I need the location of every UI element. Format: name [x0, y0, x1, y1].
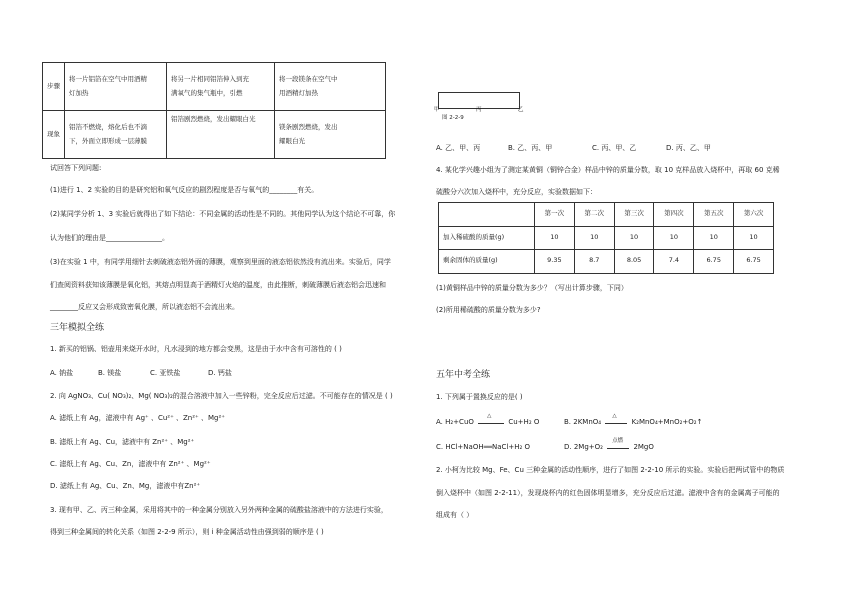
step-cell-2: 将另一片相同铝箔伸入到充 满氧气的集气瓶中，引燃 [167, 63, 275, 111]
calc-question-4-line-2: 硫酸分六次加入烧杯中，充分反应，实验数据如下： [436, 188, 597, 196]
zk-question-1: 1. 下列属于置换反应的是( ) [436, 393, 523, 401]
table-cell: 6.75 [734, 250, 774, 274]
conversion-figure [432, 86, 532, 122]
phenomenon-cell-3: 镁条剧烈燃烧，发出 耀眼白光 [275, 111, 386, 159]
row-label-steps: 步骤 [43, 63, 65, 111]
table-cell: 10 [535, 226, 575, 250]
section-title-three-year: 三年模拟全练 [50, 323, 105, 333]
table-cell: 10 [694, 226, 734, 250]
table-header-cell: 第三次 [614, 203, 654, 227]
experiment-table [42, 62, 386, 159]
mc-question-3-line-1: 3. 现有甲、乙、丙三种金属，采用将其中的一种金属分别放入另外两种金属的硫酸盐溶液中的方法进行实验， [50, 506, 388, 514]
mc-option: B. 滤纸上有 Ag、Cu，滤液中有 Zn²⁺ 、Mg²⁺ [50, 438, 195, 446]
table-cell: 10 [574, 226, 614, 250]
figure-caption: 图 2-2-9 [442, 115, 464, 121]
mc-option: D. 滤纸上有 Ag、Cu、Zn、Mg，滤液中有Zn²⁺ [50, 482, 201, 490]
table-header-row [439, 203, 774, 227]
section-title-five-year: 五年中考全练 [436, 370, 491, 380]
question-3-line-3: ________反应又会形成致密氧化膜，所以液态铝不会流出来。 [50, 303, 239, 311]
calc-question-4-part-1: (1)黄铜样品中锌的质量分数为多少？（写出计算步骤，下同） [436, 284, 628, 292]
table-cell: 7.4 [654, 250, 694, 274]
data-table [438, 202, 774, 274]
table-header-cell: 第一次 [535, 203, 575, 227]
table-cell: 8.7 [574, 250, 614, 274]
table-row [439, 226, 774, 250]
mc-option: A. 滤纸上有 Ag，滤液中有 Ag⁺ 、Cu²⁺ 、Zn²⁺ 、Mg²⁺ [50, 414, 225, 422]
question-2-line-1: (2)某同学分析 1、3 实验后就得出了如下结论：不同金属的活动性是不同的。其他同学认为这个结论不可靠，你 [50, 210, 396, 218]
mc-option: A. 钠盐 [50, 369, 74, 377]
mc-question-1: 1. 新买的铝锅、铝壶用来烧开水时，凡水浸到的地方都会变黑，这是由于水中含有可溶性的 ( ) [50, 345, 342, 353]
step-cell-1: 将一片铝箔在空气中用酒精 灯加热 [65, 63, 167, 111]
phenomenon-cell-2: 铝箔剧烈燃烧，发出耀眼白光 [167, 111, 275, 159]
question-3-line-2: 们查阅资料获知该薄膜是氧化铝，其熔点明显高于酒精灯火焰的温度，由此推断，刺破薄膜后液态铝会迅速和 [50, 281, 386, 289]
mc-option: B. 镁盐 [98, 369, 122, 377]
mc-question-2: 2. 向 AgNO₃、Cu( NO₃)₂、Mg( NO₃)₂的混合溶液中加入一些锌粉，完全反应后过滤。不可能存在的情况是 ( ) [50, 392, 393, 400]
step-cell-3: 将一段镁条在空气中 用酒精灯加热 [275, 63, 386, 111]
mc-option: C. 丙、甲、乙 [592, 144, 637, 152]
question-2-line-2: 认为他们的理由是________________。 [50, 234, 169, 242]
mc-option: C. 亚铁盐 [150, 369, 181, 377]
reaction-arrow: 点燃 [607, 445, 629, 449]
mc-option: B. 乙、丙、甲 [508, 144, 553, 152]
table-cell: 6.75 [694, 250, 734, 274]
table-cell: 10 [614, 226, 654, 250]
table-row [439, 250, 774, 274]
equation-option-d: D. 2Mg+O₂ 点燃 2MgO [564, 438, 654, 451]
mc-option: A. 乙、甲、丙 [436, 144, 481, 152]
zk-question-2-line-3: 组成有（ ） [436, 511, 474, 519]
mc-question-3-line-2: 得到三种金属间的转化关系（如图 2-2-9 所示），则 i 种金属活动性由强到弱的顺序是 ( ) [50, 528, 324, 536]
equation-option-a: A. H₂+CuO △ Cu+H₂ O [436, 413, 540, 426]
phenomenon-cell-1: 铝箔不燃烧，熔化后也不滴 下，外面立即形成一层薄膜 [65, 111, 167, 159]
table-cell: 10 [654, 226, 694, 250]
figure-label-jia: 甲 [434, 107, 440, 113]
table-header-cell: 第六次 [734, 203, 774, 227]
table-cell: 10 [734, 226, 774, 250]
mc-option: D. 丙、乙、甲 [666, 144, 711, 152]
table-header-cell: 第四次 [654, 203, 694, 227]
table-header-cell: 第五次 [694, 203, 734, 227]
equation-option-b: B. 2KMnO₄ △ K₂MnO₄+MnO₂+O₂↑ [564, 413, 703, 426]
zk-question-2-line-1: 2. 小柯为比较 Mg、Fe、Cu 三种金属的活动性顺序，进行了如图 2-2-10 所示的实验。实验后把两试管中的物质 [436, 466, 785, 474]
figure-label-yi: 乙 [518, 107, 524, 113]
calc-question-4-part-2: (2)所用稀硫酸的质量分数为多少? [436, 306, 541, 314]
question-3-line-1: (3)在实验 1 中，有同学用细针去刺破液态铝外面的薄膜，观察到里面的液态铝依然没有流出来。实验后，同学 [50, 258, 391, 266]
calc-question-4-line-1: 4. 某化学兴趣小组为了测定某黄铜（铜锌合金）样品中锌的质量分数，取 10 克样品放入烧杯中，再取 60 克稀 [436, 166, 780, 174]
table-row [43, 111, 386, 159]
reaction-arrow: △ [605, 420, 627, 424]
zk-question-2-line-2: 倒入烧杯中（如图 2-2-11），发现烧杯内的红色固体明显增多，充分反应后过滤。滤液中含有的金属离子可能的 [436, 489, 780, 497]
row-label-phenomena: 现象 [43, 111, 65, 159]
equation-option-c: C. HCl+NaOH══NaCl+H₂ O [436, 443, 531, 451]
figure-frame [438, 92, 520, 108]
mc-option: D. 钙盐 [208, 369, 232, 377]
row-label: 加入稀硫酸的质量(g) [439, 226, 535, 250]
mc-option: C. 滤纸上有 Ag、Cu、Zn，滤液中有 Zn²⁺ 、Mg²⁺ [50, 460, 211, 468]
table-cell: 8.05 [614, 250, 654, 274]
reaction-arrow: △ [478, 420, 504, 424]
table-row [43, 63, 386, 111]
question-1: (1)进行 1、2 实验的目的是研究铝和氧气反应的剧烈程度是否与氧气的________有关。 [50, 186, 319, 194]
figure-label-bing: 丙 [476, 107, 482, 113]
table-header-cell [439, 203, 535, 227]
questions-intro: 试回答下列问题: [50, 164, 102, 172]
row-label: 剩余固体的质量(g) [439, 250, 535, 274]
table-header-cell: 第二次 [574, 203, 614, 227]
table-cell: 9.35 [535, 250, 575, 274]
